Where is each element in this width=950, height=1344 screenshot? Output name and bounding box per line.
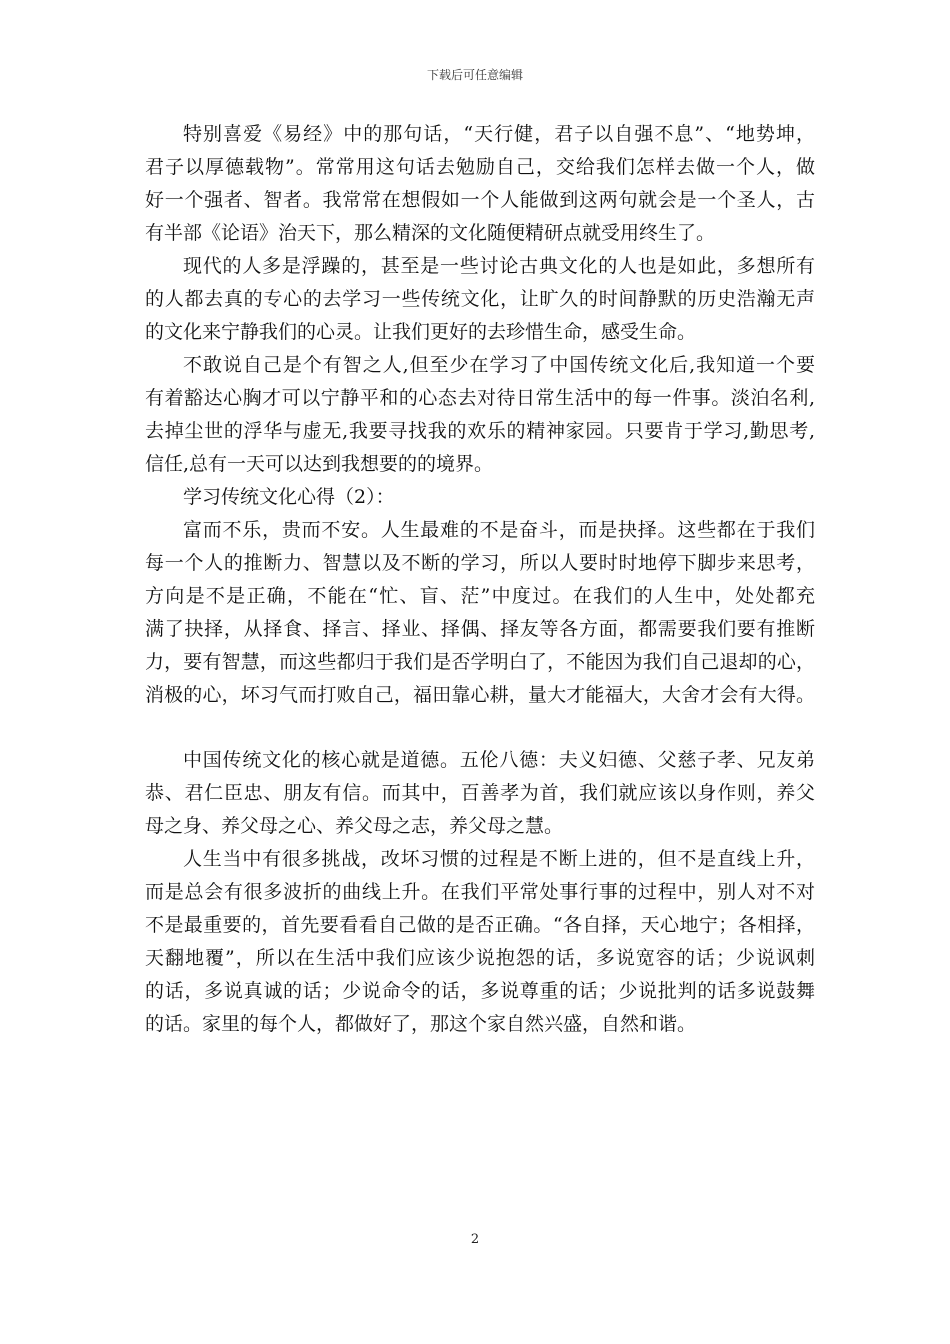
text-line: 力，要有智慧，而这些都归于我们是否学明白了，不能因为我们自己退却的心， — [145, 651, 815, 673]
text-line: 不敢说自己是个有智之人,但至少在学习了中国传统文化后,我知道一个要 — [183, 354, 815, 376]
text-line: 消极的心，坏习气而打败自己，福田靠心耕，量大才能福大，大舍才会有大得。 — [145, 684, 815, 706]
text-line: 方向是不是正确，不能在“忙、盲、茫”中度过。在我们的人生中，处处都充 — [145, 585, 815, 607]
text-line: 人生当中有很多挑战，改坏习惯的过程是不断上进的，但不是直线上升， — [183, 848, 815, 870]
text-line: 现代的人多是浮躁的，甚至是一些讨论古典文化的人也是如此，多想所有 — [183, 255, 815, 277]
text-line: 君子以厚德载物”。常常用这句话去勉励自己，交给我们怎样去做一个人，做 — [145, 156, 815, 178]
text-line: 不是最重要的，首先要看看自己做的是否正确。“各自择，天心地宁；各相择， — [145, 914, 815, 936]
text-line: 有着豁达心胸才可以宁静平和的心态去对待日常生活中的每一件事。淡泊名利, — [145, 387, 815, 409]
text-line: 满了抉择，从择食、择言、择业、择偶、择友等各方面，都需要我们要有推断 — [145, 618, 815, 640]
text-line: 好一个强者、智者。我常常在想假如一个人能做到这两句就会是一个圣人，古 — [145, 189, 815, 211]
section-heading: 学习传统文化心得（2）： — [183, 486, 395, 508]
text-line: 有半部《论语》治天下，那么精深的文化随便精研点就受用终生了。 — [145, 222, 716, 244]
text-line: 母之身、养父母之心、养父母之志，养父母之慧。 — [145, 815, 564, 837]
paragraph-gap — [145, 712, 815, 744]
text-line: 信任,总有一天可以达到我想要的的境界。 — [145, 453, 494, 475]
text-line: 特别喜爱《易经》中的那句话，“天行健，君子以自强不息”、“地势坤， — [183, 123, 815, 145]
text-line: 富而不乐，贵而不安。人生最难的不是奋斗，而是抉择。这些都在于我们 — [183, 519, 815, 541]
text-line: 去掉尘世的浮华与虚无,我要寻找我的欢乐的精神家园。只要肯于学习,勤思考, — [145, 420, 815, 442]
text-line: 的话，多说真诚的话；少说命令的话，多说尊重的话；少说批判的话多说鼓舞 — [145, 980, 815, 1002]
page-header: 下载后可任意编辑 — [426, 68, 523, 82]
text-line: 的人都去真的专心的去学习一些传统文化，让旷久的时间静默的历史浩瀚无声 — [145, 288, 815, 310]
text-line: 而是总会有很多波折的曲线上升。在我们平常处事行事的过程中，别人对不对 — [145, 881, 815, 903]
text-line: 天翻地覆”，所以在生活中我们应该少说抱怨的话，多说宽容的话；少说讽刺 — [145, 947, 815, 969]
page-number: 2 — [470, 1232, 480, 1247]
text-line: 的话。家里的每个人，都做好了，那这个家自然兴盛，自然和谐。 — [145, 1013, 697, 1035]
document-body — [145, 118, 815, 1041]
text-line: 中国传统文化的核心就是道德。五伦八德：夫义妇德、父慈子孝、兄友弟 — [183, 749, 815, 771]
text-line: 的文化来宁静我们的心灵。让我们更好的去珍惜生命，感受生命。 — [145, 321, 697, 343]
text-line: 恭、君仁臣忠、朋友有信。而其中，百善孝为首，我们就应该以身作则，养父 — [145, 782, 815, 804]
text-line: 每一个人的推断力、智慧以及不断的学习，所以人要时时地停下脚步来思考， — [145, 552, 815, 574]
